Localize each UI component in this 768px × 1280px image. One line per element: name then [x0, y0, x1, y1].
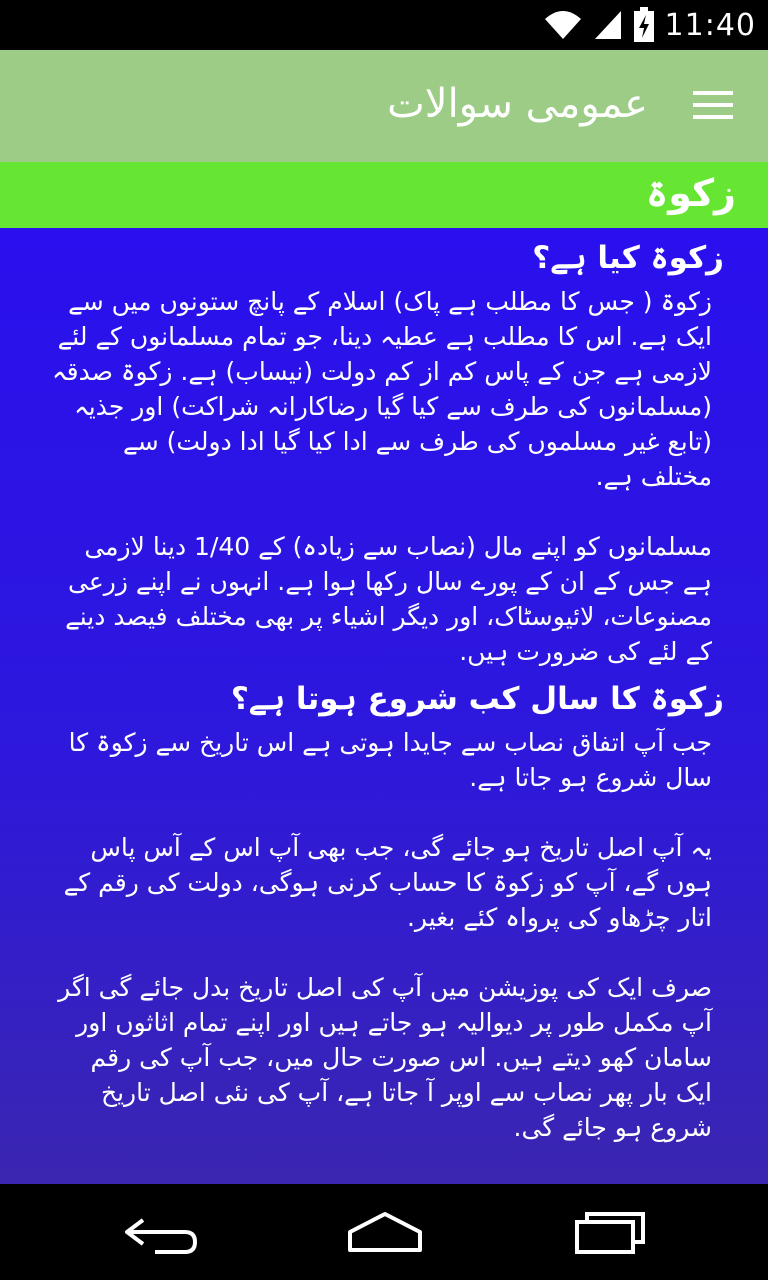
- app-title: عمومی سوالات: [387, 81, 648, 127]
- section-title: زکوۃ: [645, 171, 736, 215]
- question-heading: زکوۃ کا سال کب شروع ہوتا ہے؟: [230, 681, 724, 717]
- back-icon[interactable]: [115, 1204, 205, 1260]
- wifi-icon: [543, 9, 583, 41]
- status-icons: [543, 0, 756, 50]
- content-area[interactable]: [0, 228, 768, 1184]
- menu-line: [693, 115, 733, 119]
- navigation-bar: [0, 1184, 768, 1280]
- recent-apps-icon[interactable]: [565, 1204, 655, 1260]
- answer-paragraph: مسلمانوں کو اپنے مال (نصاب سے زیادہ) کے 1/40 دینا لازمی ہے جس کے ان کے پورے سال رکھا ہوا ہے. انہوں نے اپنے زرعی مصنوعات، لائیوسٹاک، اور دیگر اشیاء پر بھی مختلف فیصد دینے کے لئے کی ضرورت ہیں.: [65, 532, 712, 666]
- menu-line: [693, 103, 733, 107]
- menu-line: [693, 91, 733, 95]
- signal-icon: [593, 9, 623, 41]
- home-icon[interactable]: [340, 1204, 430, 1260]
- article: [50, 236, 724, 1145]
- answer-paragraph: یہ آپ اصل تاریخ ہو جائے گی، جب بھی آپ اس کے آس پاس ہوں گے، آپ کو زکوۃ کا حساب کرنی ہوگی، دولت کی رقم کے اتار چڑھاو کی پرواہ کئے بغیر.: [63, 833, 712, 932]
- hamburger-menu-icon[interactable]: [688, 80, 738, 130]
- status-time: 11:40: [664, 7, 756, 43]
- status-bar: [0, 0, 768, 50]
- answer-paragraph: جب آپ اتفاق نصاب سے جایدا ہوتی ہے اس تاریخ سے زکوۃ کا سال شروع ہو جاتا ہے.: [68, 728, 712, 792]
- question-heading: زکوۃ کیا ہے؟: [532, 240, 724, 276]
- answer-paragraph: صرف ایک کی پوزیشن میں آپ کی اصل تاریخ بدل جائے گی اگر آپ مکمل طور پر دیوالیہ ہو جاتے ہیں اور اپنے تمام اثاثوں اور سامان کھو دیتے ہیں. اس صورت حال میں، جب آپ کی رقم ایک بار پھر نصاب سے اوپر آ جاتا ہے، آپ کی نئی اصل تاریخ شروع ہو جائے گی.: [58, 973, 712, 1142]
- battery-charging-icon: [633, 7, 655, 43]
- app-bar: [0, 50, 768, 162]
- answer-paragraph: زکوۃ ( جس کا مطلب ہے پاک) اسلام کے پانچ ستونوں میں سے ایک ہے. اس کا مطلب ہے عطیہ دینا، جو تمام مسلمانوں کے لئے لازمی ہے جن کے پاس کم از کم دولت (نیساب) ہے. زکوۃ صدقہ (مسلمانوں کی طرف سے کیا گیا رضاکارانہ شراکت) اور جذیہ (تابع غیر مسلموں کی طرف سے ادا کیا گیا ادا دولت) سے مختلف ہے.: [51, 287, 712, 491]
- section-header: [0, 162, 768, 228]
